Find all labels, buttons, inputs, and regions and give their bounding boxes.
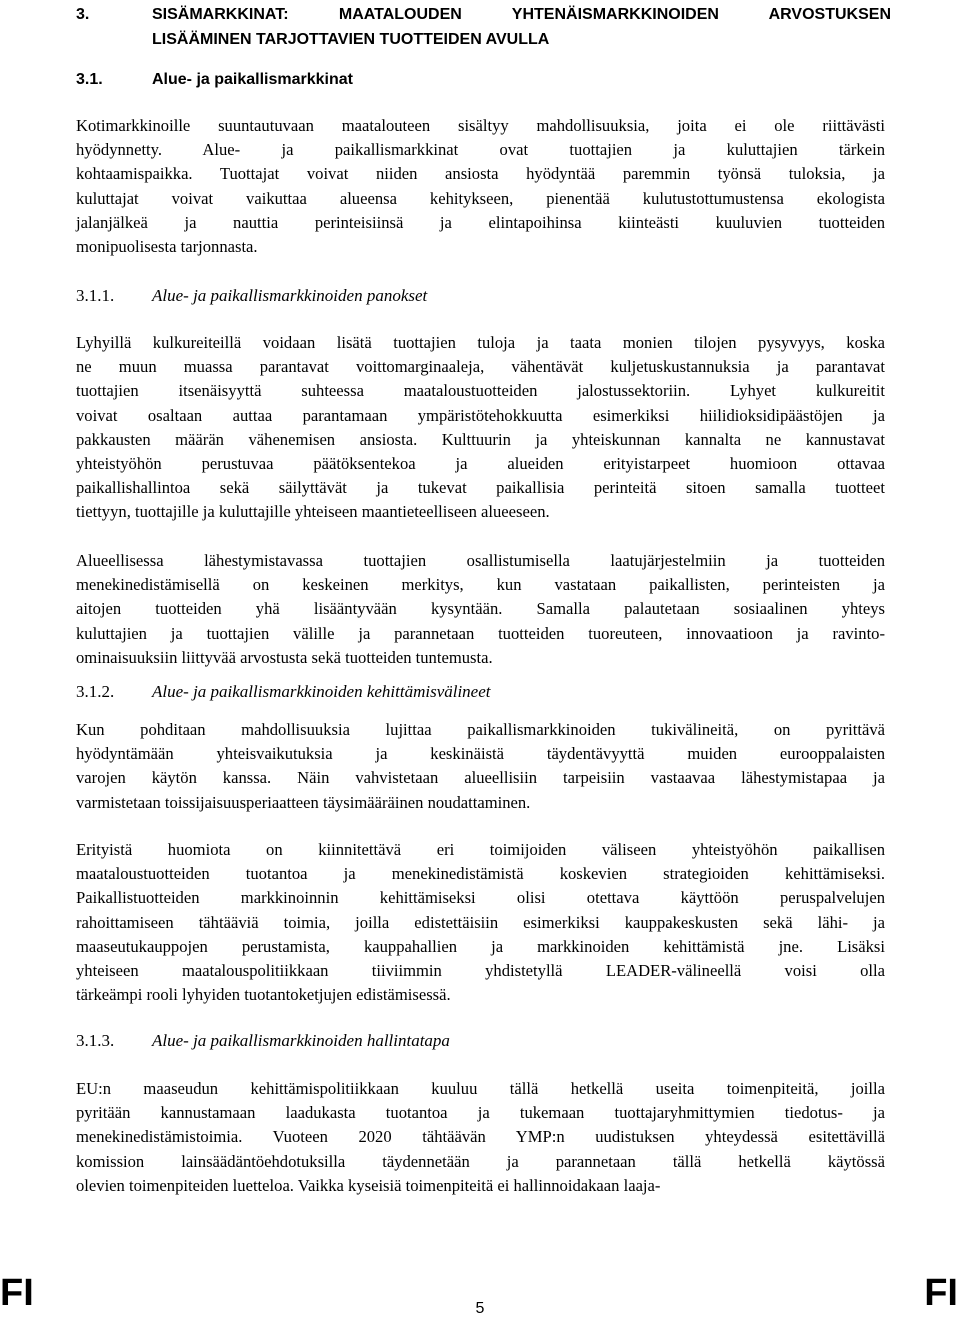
text-line: Paikallistuotteiden markkinoinnin kehittämiseksi olisi otettava käyttöön peruspalvelujen <box>76 888 885 908</box>
main-heading <box>76 2 891 52</box>
text-line: maataloustuotteiden tuotantoa ja menekinedistämistä koskevien strategioiden kehittämiseksi. <box>76 864 885 884</box>
text-line: aitojen tuotteiden yhä lisääntyvään kysyntään. Samalla palautetaan sosiaalinen yhteys <box>76 599 885 619</box>
main-heading-line2: LISÄÄMINEN TARJOTTAVIEN TUOTTEIDEN AVULLA <box>152 31 550 48</box>
text-line: jalanjälkeä ja nauttia perinteisiinsä ja elintapoihinsa kiinteästi kuuluvien tuotteiden <box>76 212 885 232</box>
section-3-1-2-heading <box>76 680 491 704</box>
paragraph <box>76 1077 885 1198</box>
section-3-1-3-heading <box>76 1029 450 1053</box>
text-line: maaseutukauppojen perustamista, kauppahallien ja markkinoiden kehittämistä jne. Lisäksi <box>76 936 885 956</box>
section-number: 3.1.3. <box>76 1031 115 1050</box>
text-line: Alueellisessa lähestymistavassa tuottajien osallistumisella laatujärjestelmiin ja tuotteiden <box>76 551 885 570</box>
text-line: menekinedistämisellä on keskeinen merkitys, kun vastataan paikallisten, perinteisten ja <box>76 575 885 595</box>
text-line: varmistetaan toissijaisuusperiaatteen täysimääräinen noudattaminen. <box>76 792 531 812</box>
text-line: komission lainsäädäntöehdotuksilla täydennetään ja parannetaan tällä hetkellä käytössä <box>76 1151 885 1171</box>
text-line: tärkeämpi rooli lyhyiden tuotantoketjujen edistämisessä. <box>76 985 451 1005</box>
section-title: Alue- ja paikallismarkkinoiden kehittämisvälineet <box>152 682 491 701</box>
text-line: Kotimarkkinoille suuntautuvaan maatalouteen sisältyy mahdollisuuksia, joita ei ole riittävästi <box>76 116 885 135</box>
section-title: Alue- ja paikallismarkkinoiden panokset <box>152 286 428 305</box>
section-title: Alue- ja paikallismarkkinoiden hallintatapa <box>152 1031 450 1050</box>
text-line: Kun pohditaan mahdollisuuksia lujittaa paikallismarkkinoiden tukivälineitä, on pyrittävä <box>76 720 885 739</box>
text-line: kohtaamispaikka. Tuottajat voivat niiden ansiosta hyödyntää paremmin työnsä tuloksia, ja <box>76 164 885 184</box>
text-line: monipuolisesta tarjonnasta. <box>76 237 258 257</box>
text-line: kuluttajat voivat vaikuttaa alueensa kehitykseen, pienentää kulutustottumustensa ekologista <box>76 188 885 208</box>
footer-language-left: FI <box>0 1272 34 1314</box>
text-line: hyödynnetty. Alue- ja paikallismarkkinat ovat tuottajien ja kuluttajien tärkein <box>76 140 885 160</box>
text-line: Lyhyillä kulkureiteillä voidaan lisätä tuottajien tuloja ja taata monien tilojen pysyvyys, koska <box>76 333 885 352</box>
text-line: yhteistyöhön perustuvaa päätöksentekoa ja alueiden erityistarpeet huomioon ottavaa <box>76 454 885 474</box>
text-line: voivat osaltaan auttaa parantamaan ympäristötehokkuutta esimerkiksi hiilidioksidipäästöjen ja <box>76 405 885 425</box>
paragraph <box>76 718 885 815</box>
section-number: 3.1.2. <box>76 682 115 701</box>
paragraph <box>76 114 885 259</box>
text-line: olevien toimenpiteiden luetteloa. Vaikka kyseisiä toimenpiteitä ei hallinnoidakaan laaja- <box>76 1175 661 1195</box>
main-heading-line1: SISÄMARKKINAT: MAATALOUDEN YHTENÄISMARKKINOIDEN ARVOSTUKSEN <box>152 6 891 23</box>
paragraph <box>76 549 885 670</box>
text-line: EU:n maaseudun kehittämispolitiikkaan kuuluu tällä hetkellä useita toimenpiteitä, joilla <box>76 1079 885 1098</box>
text-line: varojen käytön kanssa. Näin vahvistetaan alueellisiin tarpeisiin vastaavaa lähestymistapaa ja <box>76 768 885 788</box>
page-number: 5 <box>475 1300 485 1317</box>
text-line: yhteiseen maatalouspolitiikkaan tiiviimmin yhdistetyllä LEADER-välineellä voisi olla <box>76 961 885 981</box>
text-line: menekinedistämistoimia. Vuoteen 2020 tähtäävän YMP:n uudistuksen yhteydessä esitettävillä <box>76 1127 885 1147</box>
text-line: rahoittamiseen tähtääviä toimia, joilla edistettäisiin esimerkiksi kauppakeskusten sekä lähi- ja <box>76 912 885 932</box>
paragraph <box>76 331 885 525</box>
text-line: hyödyntämään yhteisvaikutuksia ja keskinäistä täydentävyyttä muiden eurooppalaisten <box>76 744 885 764</box>
text-line: ne muun muassa parantavat voittomarginaaleja, vähentävät kuljetuskustannuksia ja parantavat <box>76 357 885 377</box>
text-line: pyritään kannustamaan laadukasta tuotantoa ja tukemaan tuottajaryhmittymien tiedotus- ja <box>76 1103 885 1123</box>
text-line: kuluttajien ja tuottajien välille ja parannetaan tuotteiden tuoreuteen, innovaatioon ja ravinto- <box>76 623 885 643</box>
footer-language-right: FI <box>924 1272 958 1314</box>
section-number: 3.1.1. <box>76 286 115 305</box>
section-title: Alue- ja paikallismarkkinat <box>152 71 353 88</box>
text-line: tuottajien itsenäisyyttä suhteessa maataloustuotteiden jalostussektoriin. Lyhyet kulkureitit <box>76 381 885 401</box>
section-3-1-1-heading <box>76 284 427 308</box>
text-line: pakkausten määrän vähenemisen ansiosta. Kulttuurin ja yhteiskunnan kannalta ne kannustavat <box>76 429 885 449</box>
text-line: Erityistä huomiota on kiinnitettävä eri toimijoiden väliseen yhteistyöhön paikallisen <box>76 840 885 859</box>
section-number: 3.1. <box>76 71 103 88</box>
main-heading-number: 3. <box>76 6 90 23</box>
text-line: ominaisuuksiin liittyvää arvostusta sekä tuotteiden tuntemusta. <box>76 647 493 667</box>
text-line: tiettyyn, tuottajille ja kuluttajille yhteiseen maantieteelliseen alueeseen. <box>76 502 550 522</box>
paragraph <box>76 838 885 1007</box>
text-line: paikallishallintoa sekä säilyttävät ja tukevat paikallisia perinteitä sitoen samalla tuotteet <box>76 478 885 498</box>
section-3-1-heading <box>76 68 353 92</box>
